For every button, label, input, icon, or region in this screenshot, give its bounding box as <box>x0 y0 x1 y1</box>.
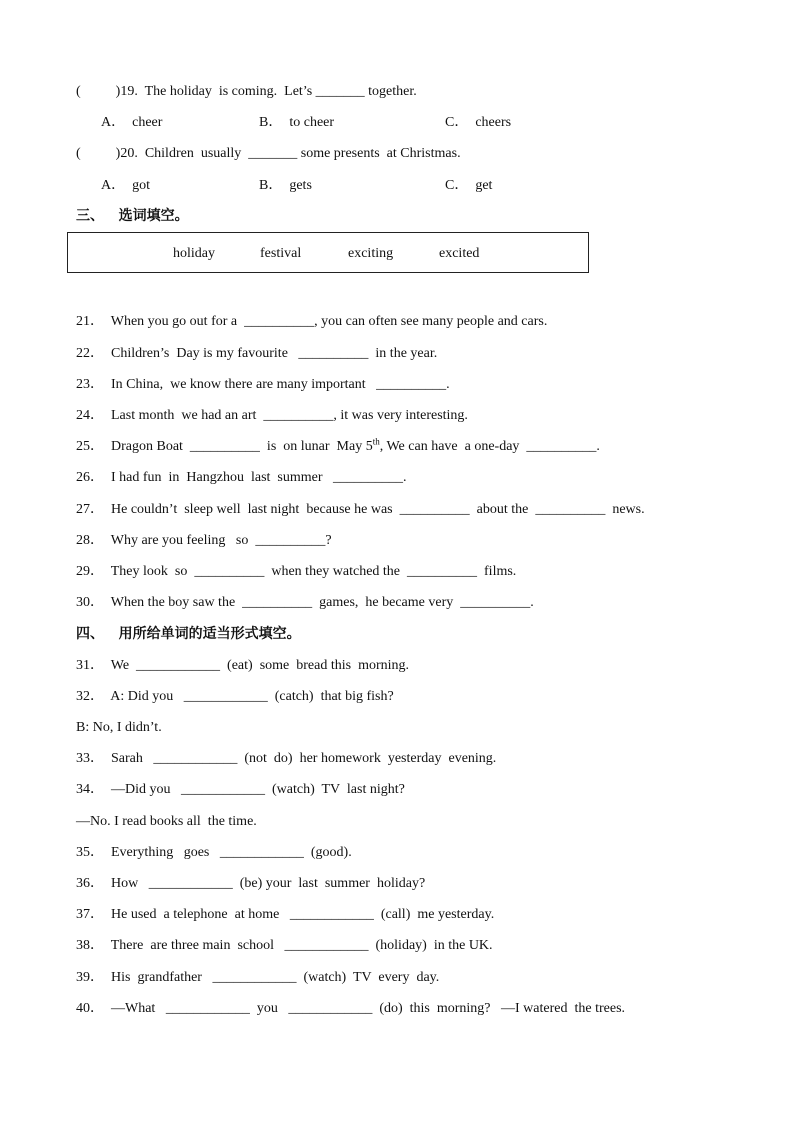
question-23: 23． In China, we know there are many important __________. <box>76 377 450 392</box>
question-19: ( )19. The holiday is coming. Let’s _______ together. <box>76 84 417 99</box>
question-36: 36． How ____________ (be) your last summer holiday? <box>76 876 426 891</box>
section-3-heading: 三、 选词填空。 <box>76 208 189 224</box>
q20-option-a: A． got <box>101 178 150 193</box>
question-21: 21． When you go out for a __________, you can often see many people and cars. <box>76 314 548 329</box>
question-37: 37． He used a telephone at home ____________ (call) me yesterday. <box>76 907 495 922</box>
q25-superscript: th <box>372 436 380 447</box>
question-34: 34． —Did you ____________ (watch) TV last night? <box>76 782 405 797</box>
question-26: 26． I had fun in Hangzhou last summer __________. <box>76 470 407 485</box>
question-30: 30． When the boy saw the __________ games, he became very __________. <box>76 595 534 610</box>
word-bank-item: excited <box>439 246 480 261</box>
question-35: 35． Everything goes ____________ (good). <box>76 845 352 860</box>
question-31: 31． We ____________ (eat) some bread this morning. <box>76 658 410 673</box>
question-22: 22． Children’s Day is my favourite __________ in the year. <box>76 346 438 361</box>
word-bank-item: holiday <box>173 246 215 261</box>
question-32-answer: B: No, I didn’t. <box>76 720 162 735</box>
word-bank-box <box>67 232 589 273</box>
q19-option-c: C． cheers <box>445 115 512 130</box>
question-33: 33． Sarah ____________ (not do) her homework yesterday evening. <box>76 751 497 766</box>
q19-option-a: A． cheer <box>101 115 163 130</box>
question-29: 29． They look so __________ when they watched the __________ films. <box>76 564 517 579</box>
question-25 <box>76 436 600 455</box>
question-27: 27． He couldn’t sleep well last night because he was __________ about the __________ news. <box>76 502 645 517</box>
q20-option-c: C． get <box>445 178 493 193</box>
word-bank-item: festival <box>260 246 302 261</box>
q25-text-after: , We can have a one-day __________. <box>379 439 600 454</box>
q19-option-b: B． to cheer <box>259 115 335 130</box>
question-24: 24． Last month we had an art __________, it was very interesting. <box>76 408 468 423</box>
q20-option-b: B． gets <box>259 178 312 193</box>
question-34-answer: —No. I read books all the time. <box>76 814 257 829</box>
question-40: 40． —What ____________ you ____________ (do) this morning? —I watered the trees. <box>76 1001 626 1016</box>
question-39: 39． His grandfather ____________ (watch) TV every day. <box>76 970 440 985</box>
question-38: 38． There are three main school ____________ (holiday) in the UK. <box>76 938 493 953</box>
q25-text-before: 25． Dragon Boat __________ is on lunar May 5 <box>76 439 373 454</box>
section-4-heading: 四、 用所给单词的适当形式填空。 <box>76 626 301 642</box>
question-32: 32． A: Did you ____________ (catch) that big fish? <box>76 689 394 704</box>
question-28: 28． Why are you feeling so __________? <box>76 533 332 548</box>
question-20: ( )20. Children usually _______ some presents at Christmas. <box>76 146 461 161</box>
word-bank-item: exciting <box>348 246 394 261</box>
